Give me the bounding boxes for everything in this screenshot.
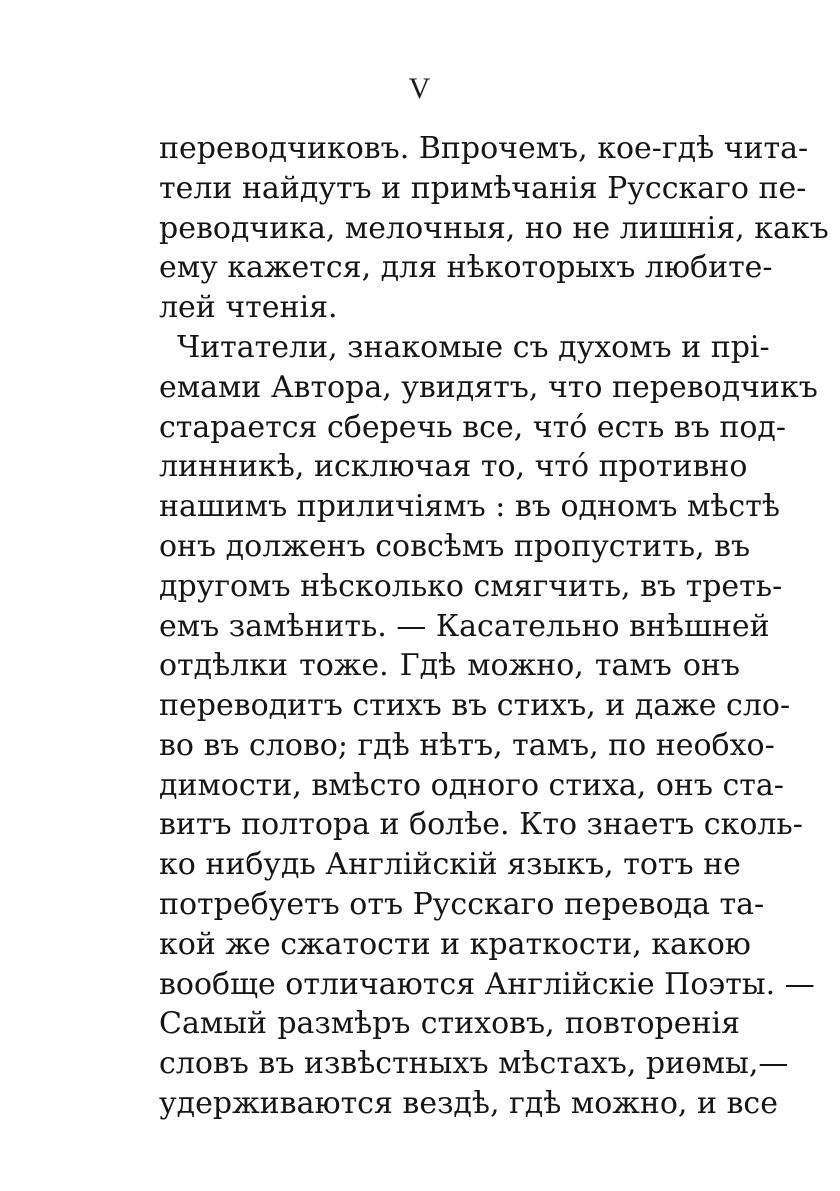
text-line: переводчиковъ. Впрочемъ, кое-гдѣ чита-	[159, 131, 809, 166]
text-line: ему кажется, для нѣкоторыхъ любите-	[159, 250, 773, 285]
text-line: во въ слово; гдѣ нѣтъ, тамъ, по необхо-	[159, 728, 775, 763]
text-line: удерживаются вездѣ, гдѣ можно, и все	[159, 1086, 778, 1121]
text-line: потребуетъ отъ Русскаго перевода та-	[159, 887, 765, 922]
text-line: кой же сжатости и краткости, какою	[159, 927, 751, 962]
page-number: V	[408, 72, 432, 105]
text-line: словъ въ извѣстныхъ мѣстахъ, риѳмы,—	[159, 1046, 789, 1081]
text-line: Читатели, знакомые съ духомъ и прі-	[177, 330, 770, 365]
text-line: Самый размѣръ стиховъ, повторенія	[159, 1006, 740, 1041]
text-line: старается сберечь все, что́ есть въ под-	[159, 410, 787, 445]
text-line: другомъ нѣсколько смягчить, въ треть-	[159, 569, 783, 604]
text-line: реводчика, мелочныя, но не лишнія, какъ	[159, 211, 829, 246]
text-line: нашимъ приличіямъ : въ одномъ мѣстѣ	[159, 489, 780, 524]
text-line: емами Автора, увидятъ, что переводчикъ	[159, 370, 818, 405]
text-line: ко нибудь Англійскій языкъ, тотъ не	[159, 847, 741, 882]
text-line: линникѣ, исключая то, что́ противно	[159, 449, 748, 484]
text-line: тели найдутъ и примѣчанія Русскаго пе-	[159, 171, 807, 206]
text-line: лей чтенія.	[159, 290, 338, 325]
text-line: отдѣлки тоже. Гдѣ можно, тамъ онъ	[159, 648, 740, 683]
text-line: переводитъ стихъ въ стихъ, и даже сло-	[159, 688, 791, 723]
text-line: димости, вмѣсто одного стиха, онъ ста-	[159, 768, 784, 803]
text-line: емъ замѣнить. — Касательно внѣшней	[159, 609, 770, 644]
text-line: вообще отличаются Англійскіе Поэты. —	[159, 967, 815, 1002]
text-line: витъ полтора и болѣе. Кто знаетъ сколь-	[159, 807, 803, 842]
text-line: онъ долженъ совсѣмъ пропустить, въ	[159, 529, 751, 564]
